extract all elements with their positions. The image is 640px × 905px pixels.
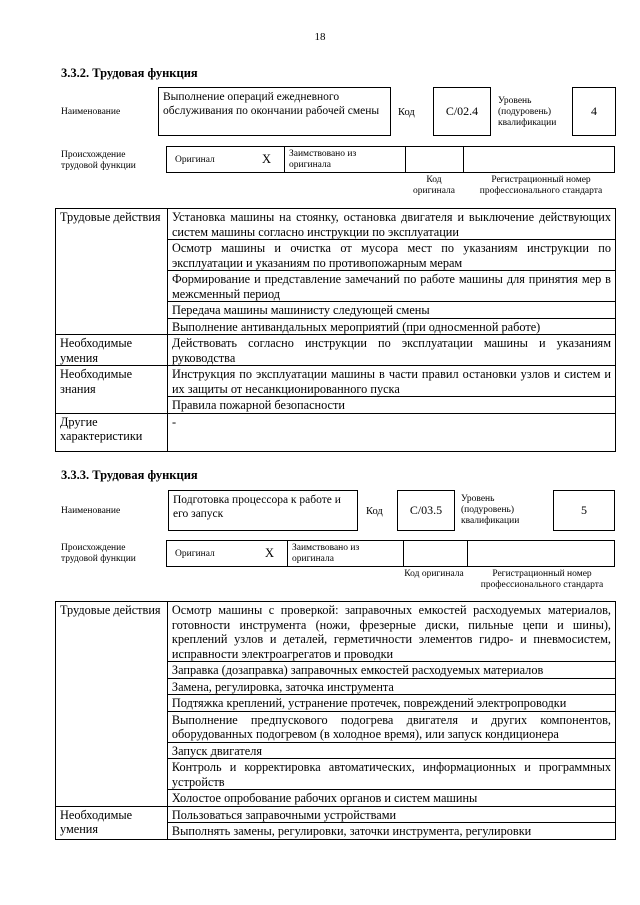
table-cell: Осмотр машины с проверкой: заправочных емкостей расходуемых материалов, готовности инструмента (ножи, фрезерные диски, пильные цепи и шины), креплений узлов и деталей, герметичности элементов гидро- и пневмосистем, исправности электроагрегатов и проводки bbox=[167, 602, 615, 662]
origin-row bbox=[166, 146, 615, 173]
table-cell: Правила пожарной безопасности bbox=[167, 397, 615, 414]
level-label: Уровень (подуровень) квалификации bbox=[498, 96, 557, 128]
divider bbox=[405, 147, 406, 172]
table-row bbox=[56, 806, 616, 823]
level-box bbox=[572, 87, 616, 136]
table-cell: Контроль и корректировка автоматических, информационных и программных устройств bbox=[167, 759, 615, 790]
divider bbox=[284, 147, 285, 172]
function-name-box bbox=[158, 87, 391, 136]
table-cell: Осмотр машины и очистка от мусора мест по указаниям инструкции по эксплуатации и указаниям по противопожарным мерам bbox=[167, 240, 615, 271]
divider bbox=[467, 541, 468, 566]
level-box bbox=[553, 490, 615, 531]
row-label: Трудовые действия bbox=[56, 602, 168, 807]
table-cell: Пользоваться заправочными устройствами bbox=[167, 806, 615, 823]
row-label: Необходимые умения bbox=[56, 335, 168, 366]
name-label: Наименование bbox=[61, 506, 121, 516]
code-label: Код bbox=[398, 107, 415, 118]
original-mark: X bbox=[262, 152, 272, 166]
divider bbox=[463, 147, 464, 172]
code-origin-label: Код оригинала bbox=[413, 175, 455, 196]
borrowed-label: Заимствовано из оригинала bbox=[292, 543, 360, 564]
code-value: C/02.4 bbox=[445, 104, 479, 118]
table-cell: Установка машины на стоянку, остановка двигателя и выключение действующих систем машины согласно инструкции по эксплуатации bbox=[167, 209, 615, 240]
reg-number-label: Регистрационный номер профессионального стандарта bbox=[480, 569, 604, 590]
table-cell: Передача машины машинисту следующей смены bbox=[167, 302, 615, 319]
table-row bbox=[56, 209, 616, 240]
requirements-table bbox=[55, 208, 616, 452]
section-title: 3.3.3. Трудовая функция bbox=[61, 468, 198, 482]
page-number: 18 bbox=[314, 31, 326, 43]
code-origin-label: Код оригинала bbox=[404, 569, 464, 579]
row-label: Необходимые умения bbox=[56, 806, 168, 839]
reg-number-label: Регистрационный номер профессионального стандарта bbox=[479, 175, 603, 196]
table-cell: Заправка (дозаправка) заправочных емкостей расходуемых материалов bbox=[167, 662, 615, 679]
table-cell: Выполнение предпускового подогрева двигателя и других компонентов, оборудованных подогревом (в холодное время), или запуск кондиционера bbox=[167, 711, 615, 742]
row-label: Необходимые знания bbox=[56, 366, 168, 414]
origin-label: Происхождение трудовой функции bbox=[61, 543, 136, 564]
level-value: 4 bbox=[591, 104, 597, 118]
table-row bbox=[56, 413, 616, 451]
name-label: Наименование bbox=[61, 107, 121, 117]
code-label: Код bbox=[366, 506, 383, 517]
original-label: Оригинал bbox=[175, 549, 215, 559]
code-box bbox=[397, 490, 455, 531]
original-mark: X bbox=[265, 546, 275, 560]
table-cell: Подтяжка креплений, устранение протечек, повреждений электропроводки bbox=[167, 695, 615, 712]
table-row bbox=[56, 366, 616, 397]
table-cell: Действовать согласно инструкции по эксплуатации машины и указаниям руководства bbox=[167, 335, 615, 366]
section-title: 3.3.2. Трудовая функция bbox=[61, 66, 198, 80]
table-cell: Запуск двигателя bbox=[167, 742, 615, 759]
row-label: Другие характеристики bbox=[56, 413, 168, 451]
table-cell: Формирование и представление замечаний по работе машины для принятия мер в межсменный период bbox=[167, 271, 615, 302]
table-cell: - bbox=[167, 413, 615, 451]
origin-row bbox=[166, 540, 615, 567]
table-cell: Инструкция по эксплуатации машины в части правил остановки узлов и систем и их защиты от несанкционированного пуска bbox=[167, 366, 615, 397]
code-box bbox=[433, 87, 491, 136]
borrowed-label: Заимствовано из оригинала bbox=[289, 149, 357, 170]
function-name: Выполнение операций ежедневного обслуживания по окончании рабочей смены bbox=[163, 91, 380, 117]
table-cell: Замена, регулировка, заточка инструмента bbox=[167, 678, 615, 695]
divider bbox=[287, 541, 288, 566]
table-cell: Холостое опробование рабочих органов и систем машины bbox=[167, 790, 615, 807]
divider bbox=[403, 541, 404, 566]
function-name: Подготовка процессора к работе и его запуск bbox=[173, 494, 341, 520]
code-value: C/03.5 bbox=[409, 503, 443, 517]
requirements-table bbox=[55, 601, 616, 840]
level-value: 5 bbox=[581, 503, 587, 517]
table-row bbox=[56, 602, 616, 662]
origin-label: Происхождение трудовой функции bbox=[61, 150, 136, 171]
row-label: Трудовые действия bbox=[56, 209, 168, 335]
level-label: Уровень (подуровень) квалификации bbox=[461, 494, 520, 526]
table-cell: Выполнять замены, регулировки, заточки инструмента, регулировки bbox=[167, 823, 615, 840]
function-name-box bbox=[168, 490, 358, 531]
table-row bbox=[56, 335, 616, 366]
table-cell: Выполнение антивандальных мероприятий (при односменной работе) bbox=[167, 318, 615, 335]
original-label: Оригинал bbox=[175, 155, 215, 165]
